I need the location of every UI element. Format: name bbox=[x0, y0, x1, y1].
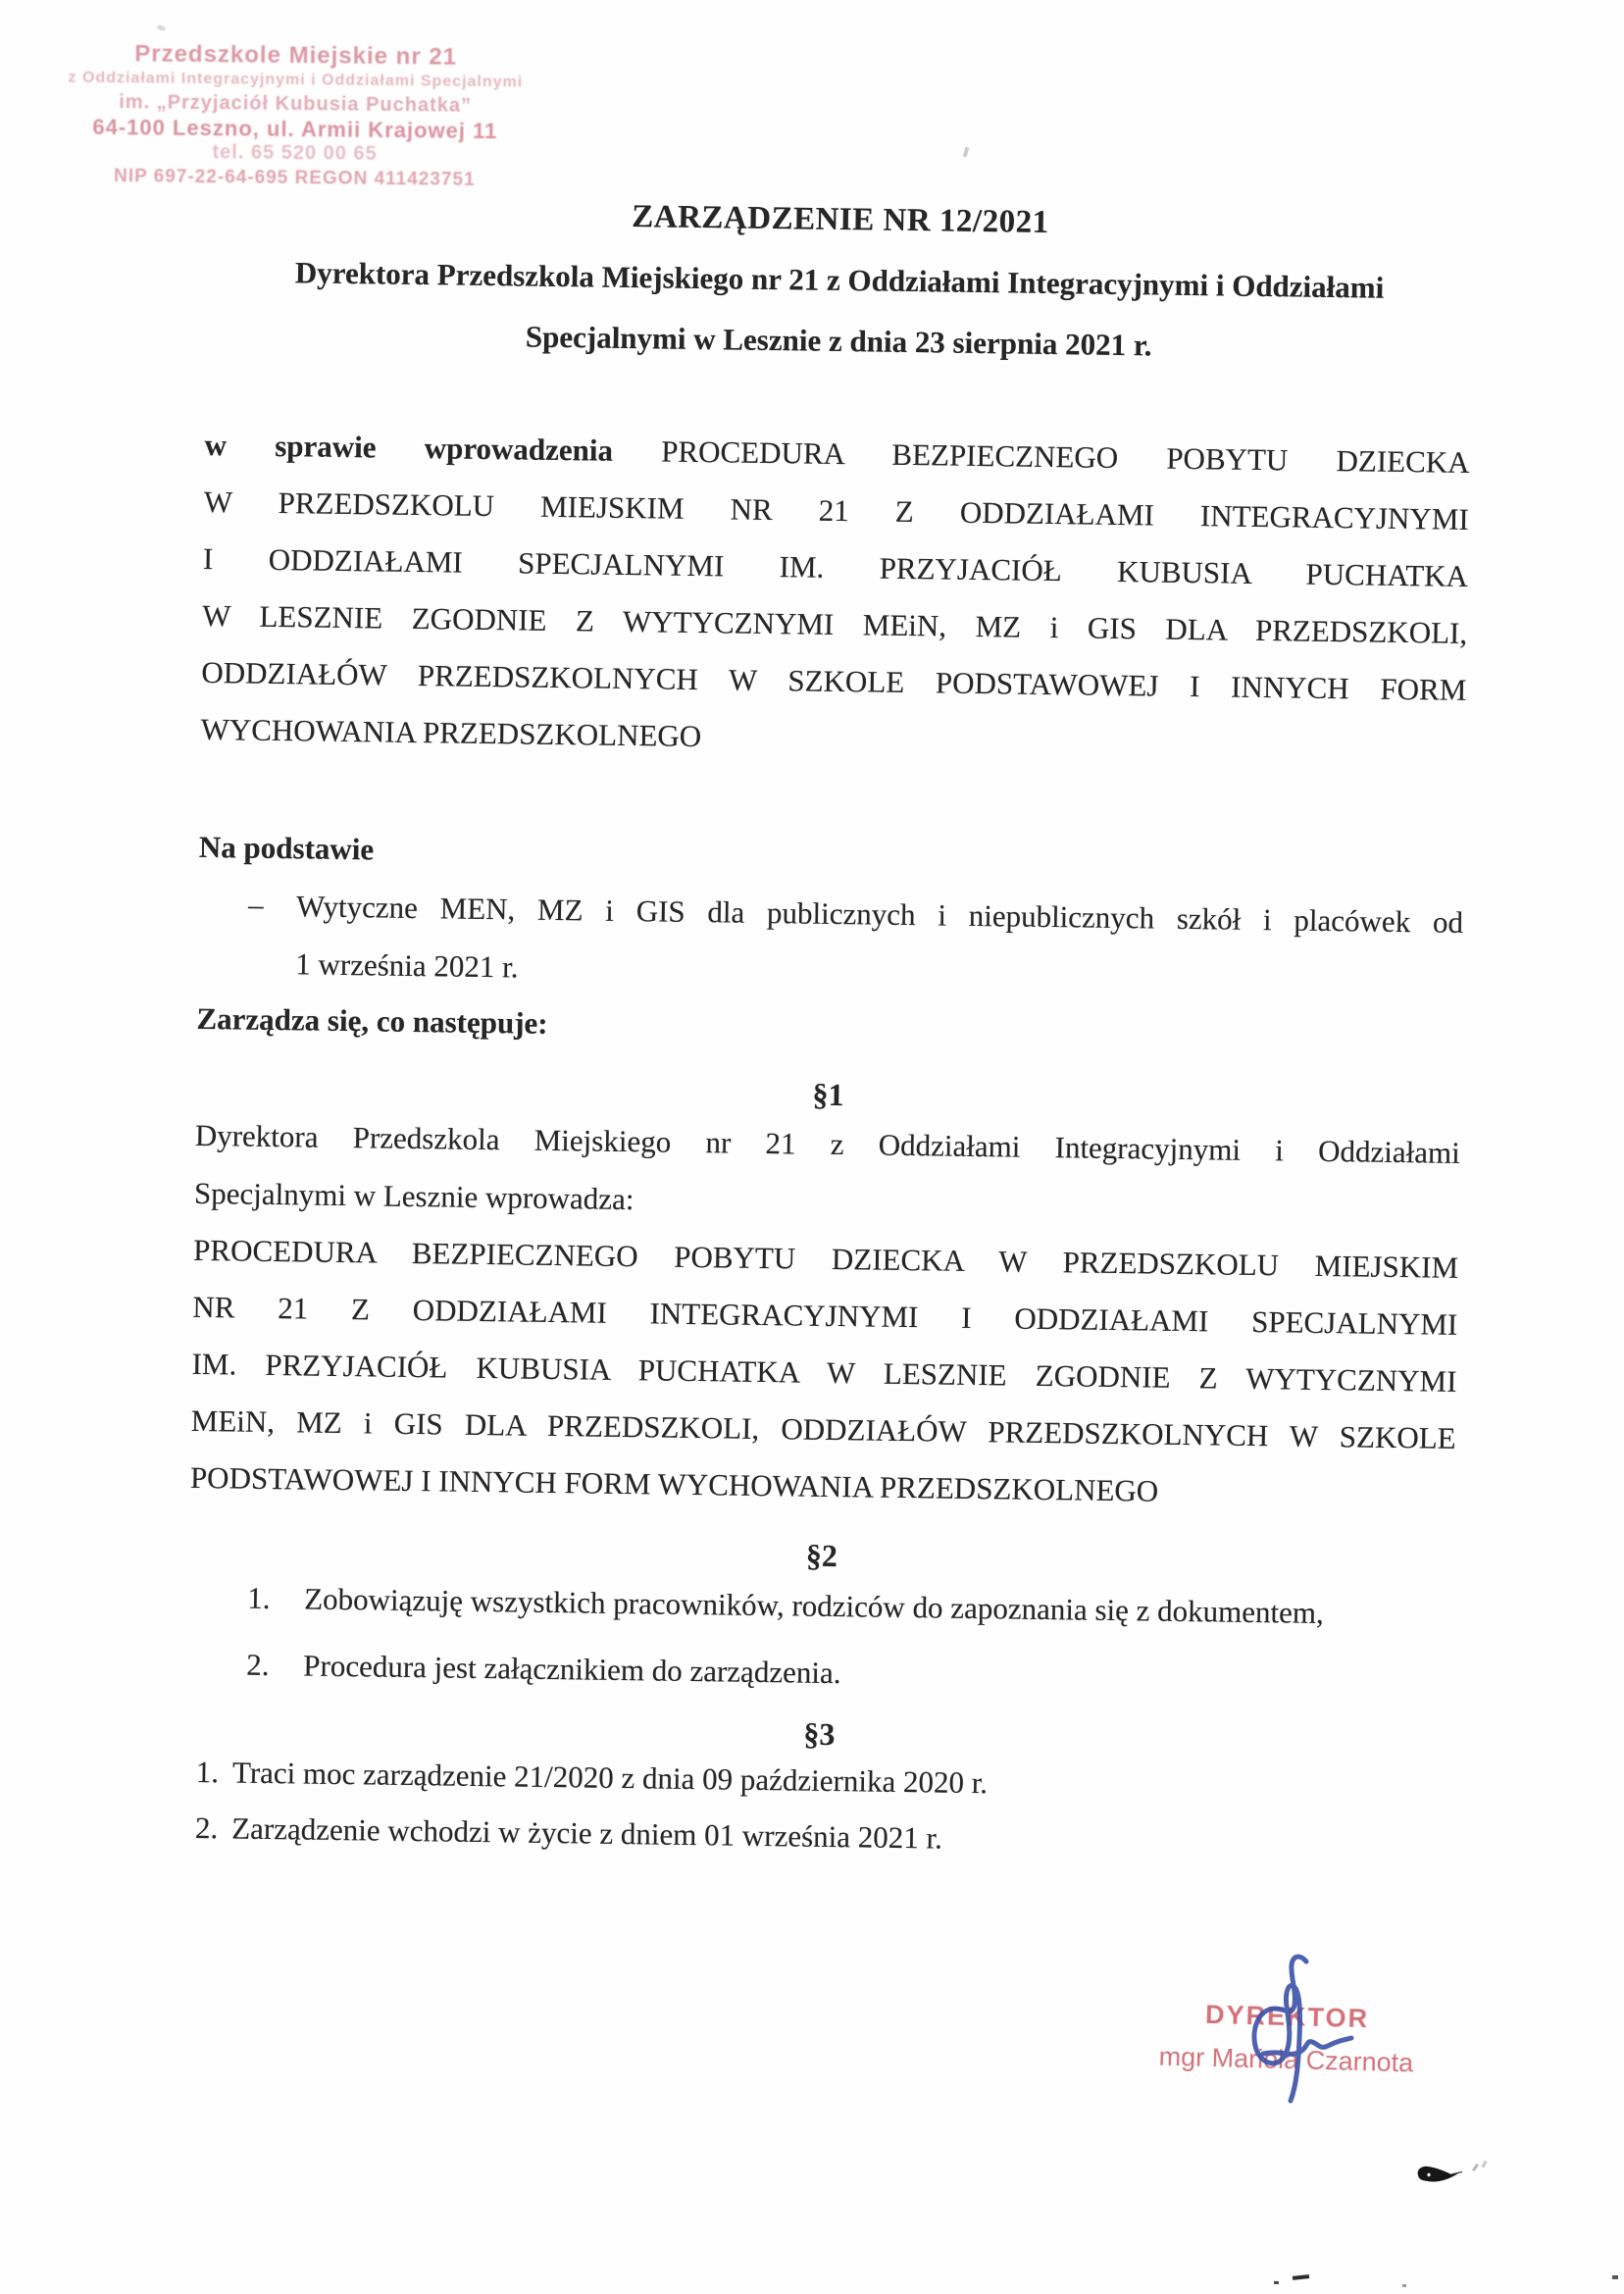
subject-intro: w sprawie wprowadzenia bbox=[204, 427, 614, 468]
list-item-text: Zobowiązuję wszystkich pracowników, rodziców do zapoznania się z dokumentem, bbox=[304, 1581, 1325, 1631]
legal-basis-line: 1 września 2021 r. bbox=[295, 946, 519, 985]
document-title: ZARZĄDZENIE NR 12/2021 bbox=[632, 199, 1049, 240]
stamp-line: Przedszkole Miejskie nr 21 bbox=[134, 40, 458, 71]
stamp-line: 64-100 Leszno, ul. Armii Krajowej 11 bbox=[92, 114, 498, 144]
scan-speck bbox=[1274, 2281, 1279, 2284]
scan-speck bbox=[1612, 2275, 1618, 2279]
list-item-number: 2. bbox=[194, 1810, 219, 1846]
dash-bullet: – bbox=[247, 887, 264, 922]
stamp-line: NIP 697-22-64-695 REGON 411423751 bbox=[113, 166, 476, 190]
legal-basis-heading: Na podstawie bbox=[198, 829, 375, 867]
ink-blot-highlight bbox=[1427, 2173, 1430, 2176]
handwritten-signature bbox=[1243, 1952, 1366, 2111]
scan-speck bbox=[1402, 2284, 1406, 2287]
scan-speck bbox=[1472, 2164, 1479, 2171]
section-3-mark: §3 bbox=[803, 1715, 836, 1753]
procedure-title-line: IM. PRZYJACIÓŁ KUBUSIA PUCHATKA W LESZNIE ZGODNIE Z WYTYCZNYMI bbox=[191, 1346, 1457, 1399]
procedure-title-line: NR 21 Z ODDZIAŁAMI INTEGRACYJNYMI I ODDZIAŁAMI SPECJALNYMI bbox=[192, 1289, 1458, 1342]
list-item-text: Zarządzenie wchodzi w życie z dniem 01 września 2021 r. bbox=[230, 1810, 943, 1856]
subject-paragraph bbox=[200, 417, 1470, 776]
subject-line: I ODDZIAŁAMI SPECJALNYMI IM. PRZYJACIÓŁ KUBUSIA PUCHATKA bbox=[202, 540, 1469, 593]
procedure-title-line: MEiN, MZ i GIS DLA PRZEDSZKOLI, ODDZIAŁÓW PRZEDSZKOLNYCH W SZKOLE bbox=[190, 1402, 1456, 1455]
director-name-label: mgr Mariola Czarnota bbox=[1158, 2041, 1414, 2078]
list-item-number: 1. bbox=[195, 1754, 220, 1790]
stamp-line: z Oddziałami Integracyjnymi i Oddziałami Specjalnymi bbox=[68, 69, 524, 91]
procedure-title-paragraph bbox=[190, 1222, 1459, 1524]
section-2-mark: §2 bbox=[805, 1537, 838, 1574]
stamp-line: im. „Przyjaciół Kubusia Puchatka” bbox=[119, 91, 473, 117]
section-1-mark: §1 bbox=[812, 1076, 844, 1113]
document-subtitle-line: Dyrektora Przedszkola Miejskiego nr 21 z Oddziałami Integracyjnymi i Oddziałami bbox=[294, 255, 1385, 305]
ink-blot bbox=[1416, 2164, 1463, 2191]
enacting-formula: Zarządza się, co następuje: bbox=[196, 1000, 548, 1041]
subject-line: WYCHOWANIA PRZEDSZKOLNEGO bbox=[200, 711, 702, 754]
director-role-label: DYREKTOR bbox=[1204, 1999, 1370, 2034]
scan-speck bbox=[156, 25, 166, 32]
document-subtitle-line: Specjalnymi w Lesznie z dnia 23 sierpnia 2021 r. bbox=[525, 319, 1152, 363]
section-1-line: Dyrektora Przedszkola Miejskiego nr 21 z Oddziałami Integracyjnymi i Oddziałami bbox=[194, 1117, 1460, 1170]
stamp-line: tel. 65 520 00 65 bbox=[212, 141, 378, 165]
signature-cross-stroke bbox=[1263, 2038, 1351, 2054]
procedure-title-line: PODSTAWOWEJ I INNYCH FORM WYCHOWANIA PRZEDSZKOLNEGO bbox=[189, 1459, 1159, 1508]
list-item-text: Procedura jest załącznikiem do zarządzenia. bbox=[303, 1648, 841, 1691]
legal-basis-line: Wytyczne MEN, MZ i GIS dla publicznych i niepublicznych szkół i placówek od bbox=[295, 889, 1464, 940]
signature-main-stroke bbox=[1254, 1957, 1306, 2101]
subject-line: w sprawie wprowadzenia PROCEDURA BEZPIECZNEGO POBYTU DZIECKA bbox=[204, 427, 1470, 480]
document-body bbox=[178, 0, 1476, 2294]
procedure-title-line: PROCEDURA BEZPIECZNEGO POBYTU DZIECKA W PRZEDSZKOLU MIEJSKIM bbox=[192, 1232, 1459, 1285]
list-item-number: 2. bbox=[246, 1647, 270, 1682]
subject-line: ODDZIAŁÓW PRZEDSZKOLNYCH W SZKOLE PODSTAWOWEJ I INNYCH FORM bbox=[201, 654, 1467, 707]
section-1-line: Specjalnymi w Lesznie wprowadza: bbox=[193, 1175, 634, 1217]
subject-line: W PRZEDSZKOLU MIEJSKIM NR 21 Z ODDZIAŁAMI INTEGRACYJNYMI bbox=[203, 484, 1469, 536]
list-item-text: Traci moc zarządzenie 21/2020 z dnia 09 października 2020 r. bbox=[231, 1755, 989, 1801]
legal-basis-item bbox=[197, 876, 1464, 1009]
subject-line: W LESZNIE ZGODNIE Z WYTYCZNYMI MEiN, MZ i GIS DLA PRZEDSZKOLI, bbox=[201, 597, 1468, 650]
list-item-number: 1. bbox=[247, 1580, 271, 1616]
scan-speck bbox=[1481, 2161, 1487, 2168]
